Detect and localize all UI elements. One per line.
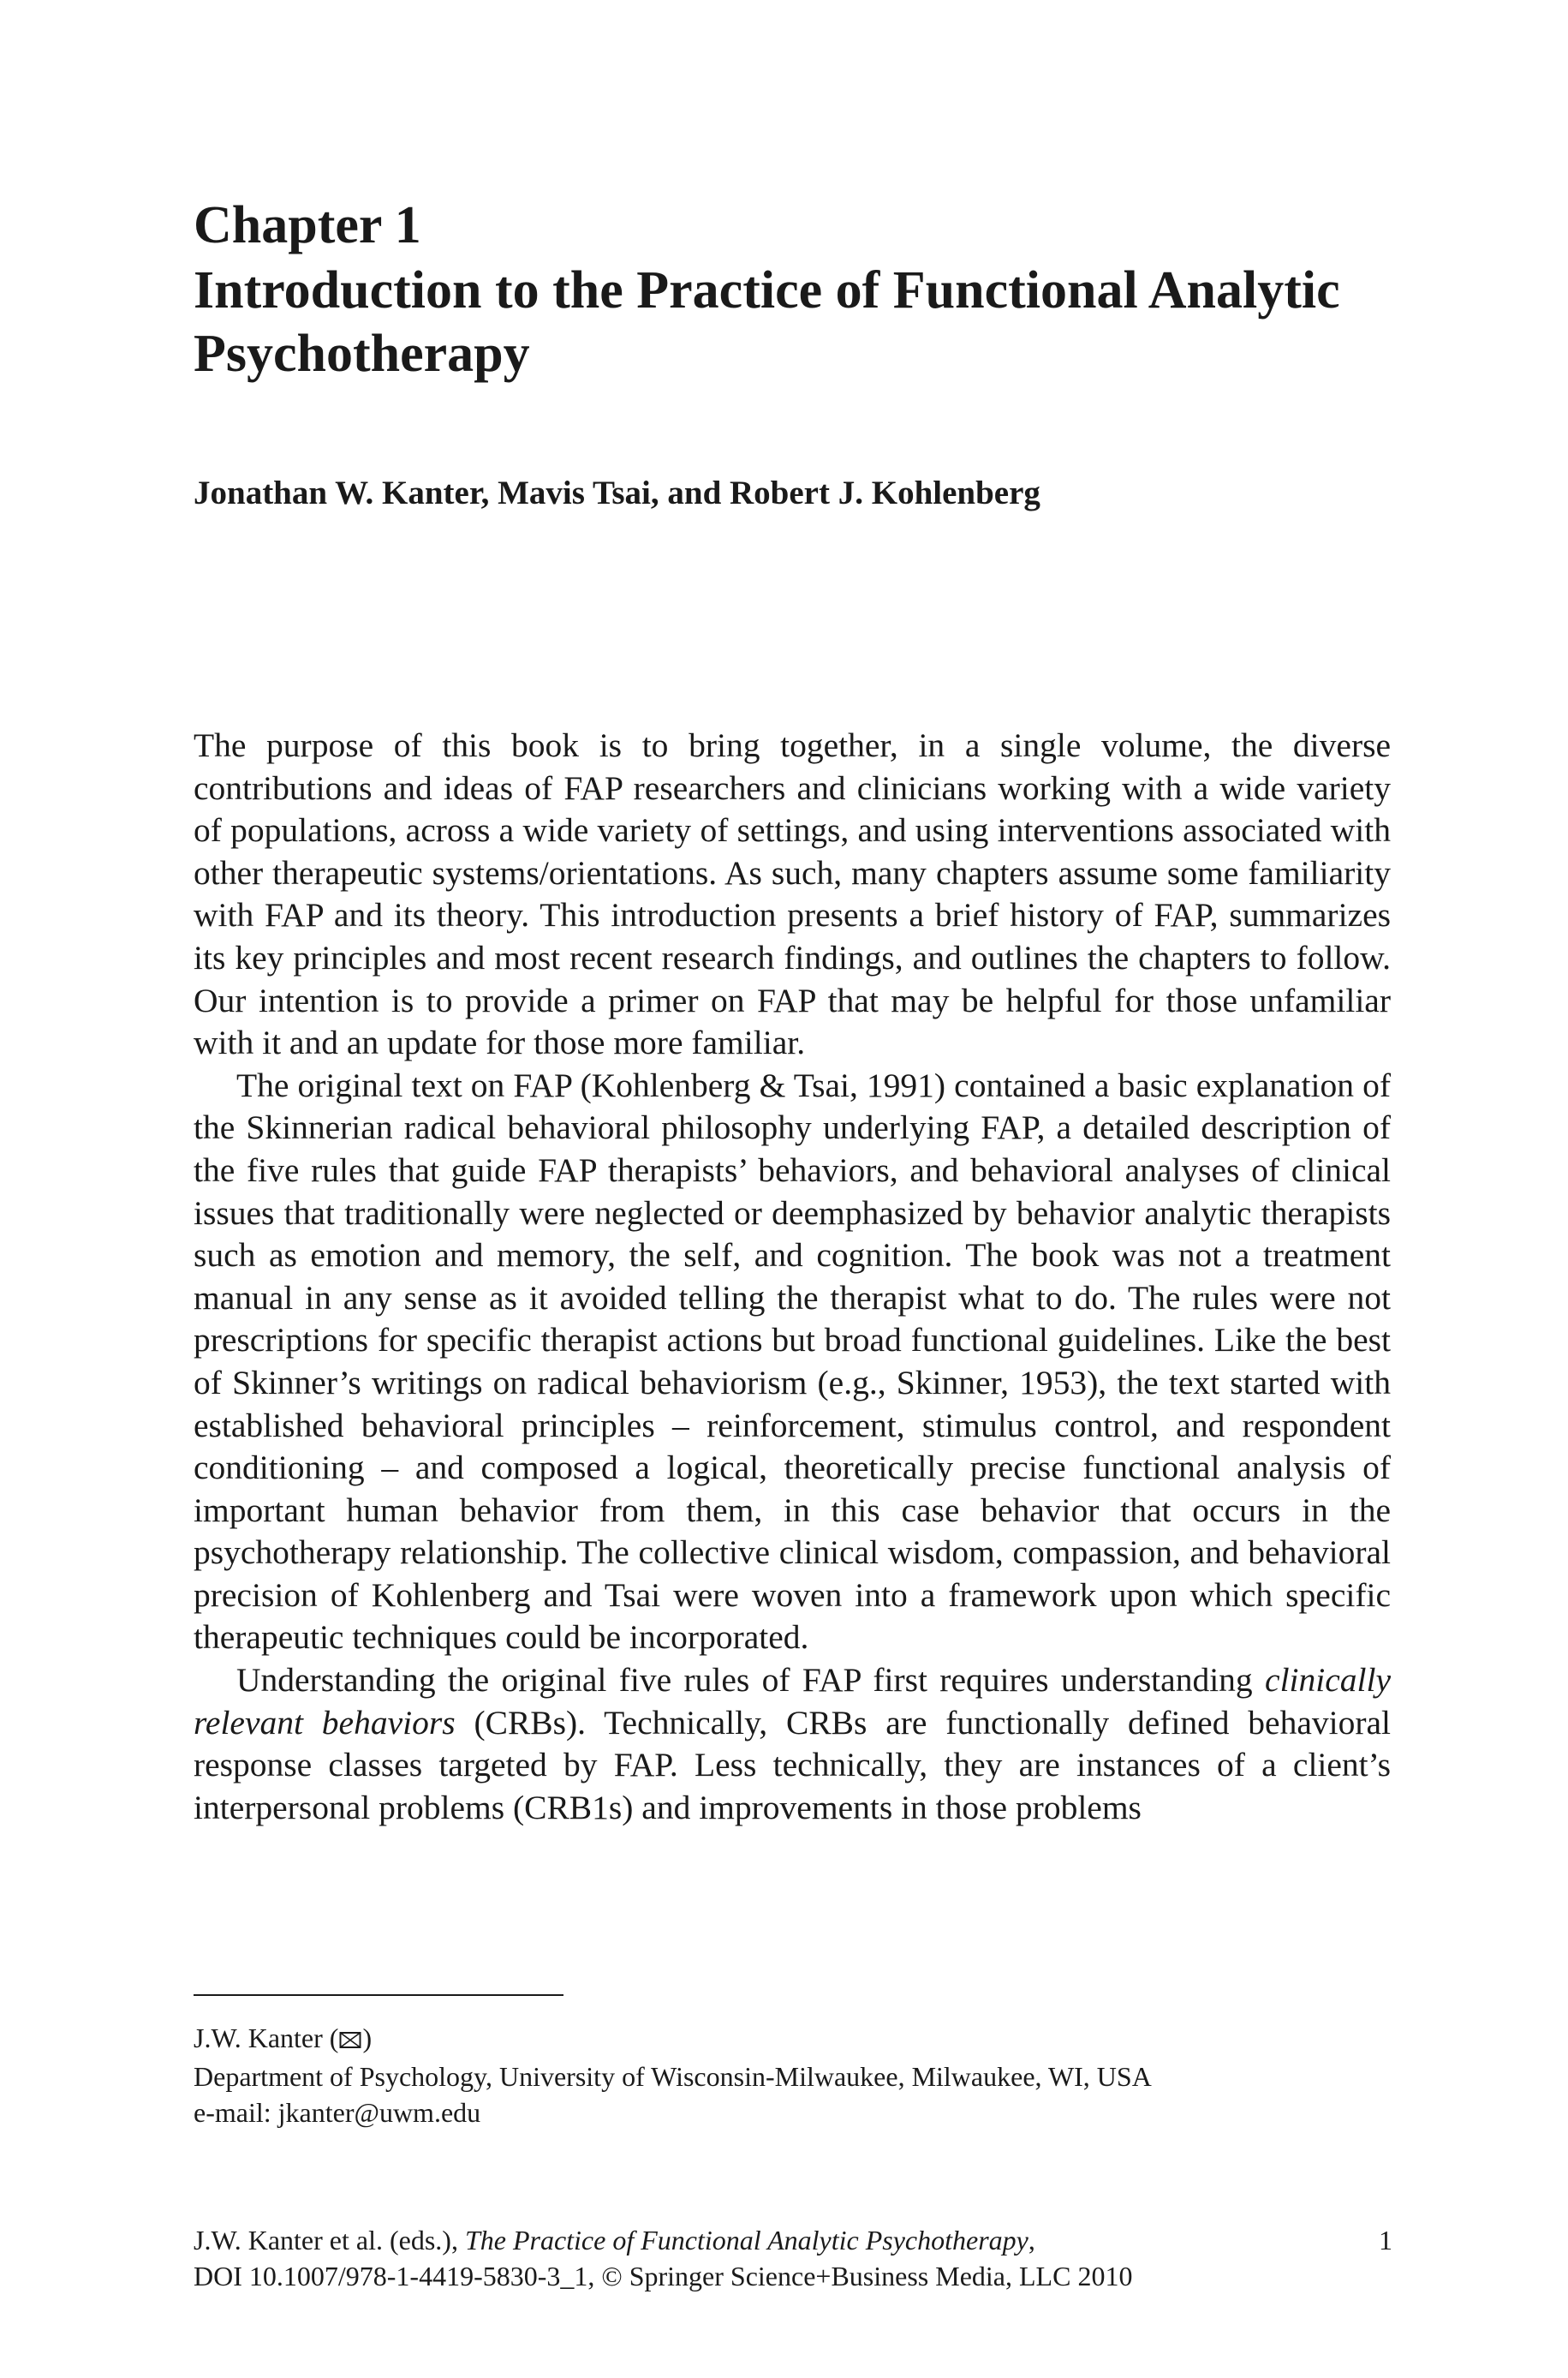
citation-editors: J.W. Kanter et al. (eds.), (194, 2225, 465, 2256)
footnote-divider (194, 1994, 563, 1996)
footnote-author-name: J.W. Kanter ( (194, 2022, 339, 2053)
citation-doi: DOI 10.1007/978-1-4419-5830-3_1, © Springer Science+Business Media, LLC 2010 (194, 2261, 1133, 2291)
envelope-icon (339, 2022, 361, 2058)
page-number: 1 (1379, 2225, 1392, 2256)
footnote (194, 2020, 1392, 2130)
body-text (194, 725, 1391, 1829)
paragraph-1: The purpose of this book is to bring together, in a single volume, the diverse contributions and ideas of FAP researchers and clinicians working with a wide variety of populations, across a wide variety of settings, and using interventions associated with other therapeutic systems/orientations. As such, many chapters assume some familiarity with FAP and its theory. This introduction presents a brief history of FAP, summarizes its key principles and most recent research findings, and outlines the chapters to follow. Our intention is to provide a primer on FAP that may be helpful for those unfamiliar with it and an update for those more familiar. (194, 726, 1391, 1062)
chapter-authors: Jonathan W. Kanter, Mavis Tsai, and Robert J. Kohlenberg (194, 475, 1040, 511)
footnote-email: e-mail: jkanter@uwm.edu (194, 2097, 481, 2128)
chapter-label: Chapter 1 (194, 196, 421, 254)
paragraph-3-start: Understanding the original five rules of FAP first requires understanding (236, 1661, 1266, 1700)
citation-line-1 (194, 2222, 1392, 2258)
citation-comma: , (1028, 2225, 1035, 2256)
paragraph-3-end: (CRBs). Technically, CRBs are functionally defined behavioral response classes targeted by FAP. Less technically, they are instances of a client’s interpersonal problems (CRB1s) and improvements in those problems (194, 1703, 1392, 1826)
paragraph-3 (194, 1659, 1391, 1829)
citation-book-title: The Practice of Functional Analytic Psychotherapy (464, 2225, 1028, 2256)
footnote-affiliation: Department of Psychology, University of Wisconsin-Milwaukee, Milwaukee, WI, USA (194, 2061, 1152, 2092)
book-page (194, 0, 1392, 2378)
paragraph-2: The original text on FAP (Kohlenberg & Tsai, 1991) contained a basic explanation of the Skinnerian radical behavioral philosophy underlying FAP, a detailed description of the five rules that guide FAP therapists’ behaviors, and behavioral analyses of clinical issues that traditionally were neglected or deemphasized by behavior analytic therapists such as emotion and memory, the self, and cognition. The book was not a treatment manual in any sense as it avoided telling the therapist what to do. The rules were not prescriptions for specific therapist actions but broad functional guidelines. Like the best of Skinner’s writings on radical behaviorism (e.g., Skinner, 1953), the text started with established behavioral principles – reinforcement, stimulus control, and respondent conditioning – and composed a logical, theoretically precise functional analysis of important human behavior from them, in this case behavior that occurs in the psychotherapy relationship. The collective clinical wisdom, compassion, and behavioral precision of Kohlenberg and Tsai were woven into a framework upon which specific therapeutic techniques could be incorporated. (194, 1066, 1391, 1657)
crb-term: clinically relevant behaviors (194, 1661, 1391, 1742)
footnote-author (194, 2020, 1392, 2058)
citation (194, 2222, 1392, 2294)
footnote-author-close: ) (362, 2022, 373, 2053)
chapter-title: Introduction to the Practice of Functional Analytic Psychotherapy (194, 261, 1340, 383)
